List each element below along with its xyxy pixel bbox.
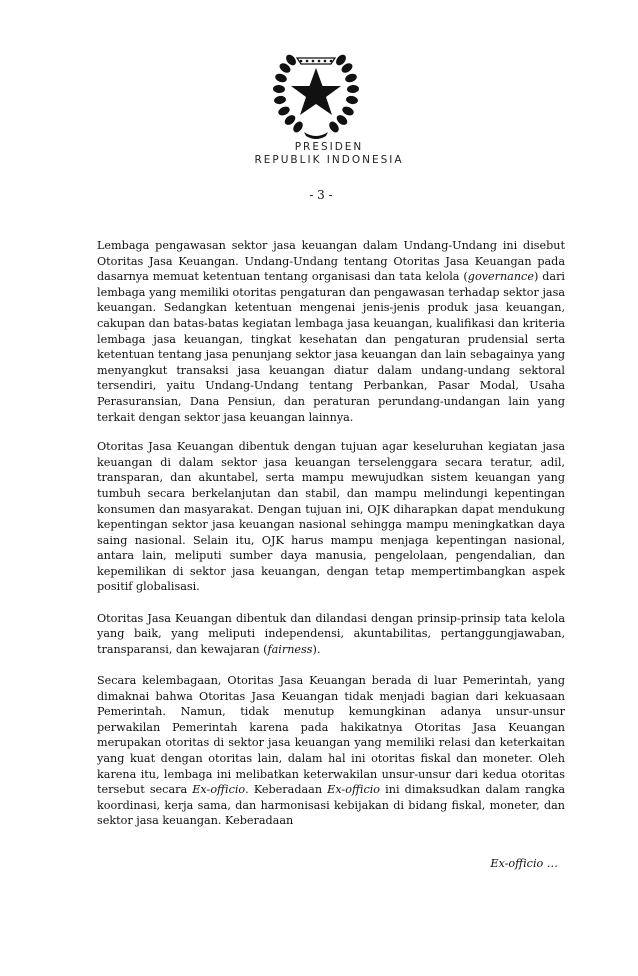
term-governance: governance	[467, 270, 534, 284]
term-ex-officio-2: Ex-officio	[327, 783, 381, 797]
catchword: Ex-officio …	[490, 857, 558, 870]
header-republik-indonesia: REPUBLIK INDONESIA	[254, 154, 404, 166]
presidential-emblem-icon	[271, 48, 361, 142]
term-ex-officio: Ex-officio	[192, 783, 246, 797]
paragraph-1: Lembaga pengawasan sektor jasa keuangan dalam Undang-Undang ini disebut Otoritas Jasa Keuangan. Undang-Undang tentang Otoritas Jasa Keuangan pada dasarnya memuat ketentuan tentang organisasi dan tata kelola (governance) dari lembaga yang memiliki otoritas pengaturan dan pengawasan terhadap sektor jasa keuangan. Sedangkan ketentuan mengenai jenis-jenis produk jasa keuangan, cakupan dan batas-batas kegiatan lembaga jasa keuangan, kualifikasi dan kriteria lembaga jasa keuangan, tingkat kesehatan dan pengaturan prudensial serta ketentuan tentang jasa penunjang sektor jasa keuangan dan lain sebagainya yang menyangkut transaksi jasa keuangan diatur dalam undang-undang sektoral tersendiri, yaitu Undang-Undang tentang Perbankan, Pasar Modal, Usaha Perasuransian, Dana Pensiun, dan peraturan perundang-undangan lain yang terkait dengan sektor jasa keuangan lainnya.	[97, 239, 565, 424]
page-number: - 3 -	[309, 188, 333, 202]
paragraph-4: Secara kelembagaan, Otoritas Jasa Keuangan berada di luar Pemerintah, yang dimaknai bahwa Otoritas Jasa Keuangan tidak menjadi bagian dari kekuasaan Pemerintah. Namun, tidak menutup kemungkinan adanya unsur-unsur perwakilan Pemerintah karena pada hakikatnya Otoritas Jasa Keuangan merupakan otoritas di sektor jasa keuangan yang memiliki relasi dan keterkaitan yang kuat dengan otoritas lain, dalam hal ini otoritas fiskal dan moneter. Oleh karena itu, lembaga ini melibatkan keterwakilan unsur-unsur dari kedua otoritas tersebut secara Ex-officio. Keberadaan Ex-officio ini dimaksudkan dalam rangka koordinasi, kerja sama, dan harmonisasi kebijakan di bidang fiskal, moneter, dan sektor jasa keuangan. Keberadaan	[97, 674, 565, 828]
paragraph-3: Otoritas Jasa Keuangan dibentuk dan dilandasi dengan prinsip-prinsip tata kelola yang baik, yang meliputi independensi, akuntabilitas, pertanggungjawaban, transparansi, dan kewajaran (fairness).	[97, 611, 565, 656]
paragraph-2: Otoritas Jasa Keuangan dibentuk dengan tujuan agar keseluruhan kegiatan jasa keuangan di dalam sektor jasa keuangan terselenggara secara teratur, adil, transparan, dan akuntabel, serta mampu mewujudkan sistem keuangan yang tumbuh secara berkelanjutan dan stabil, dan mampu melindungi kepentingan konsumen dan masyarakat. Dengan tujuan ini, OJK diharapkan dapat mendukung kepentingan sektor jasa keuangan nasional sehingga mampu meningkatkan daya saing nasional. Selain itu, OJK harus mampu menjaga kepentingan nasional, antara lain, meliputi sumber daya manusia, pengelolaan, pengendalian, dan kepemilikan di sektor jasa keuangan, dengan tetap mempertimbangkan aspek positif globalisasi.	[97, 440, 565, 594]
term-fairness: fairness	[267, 642, 313, 656]
header-presiden: PRESIDEN	[294, 141, 364, 153]
document-body	[97, 238, 565, 845]
